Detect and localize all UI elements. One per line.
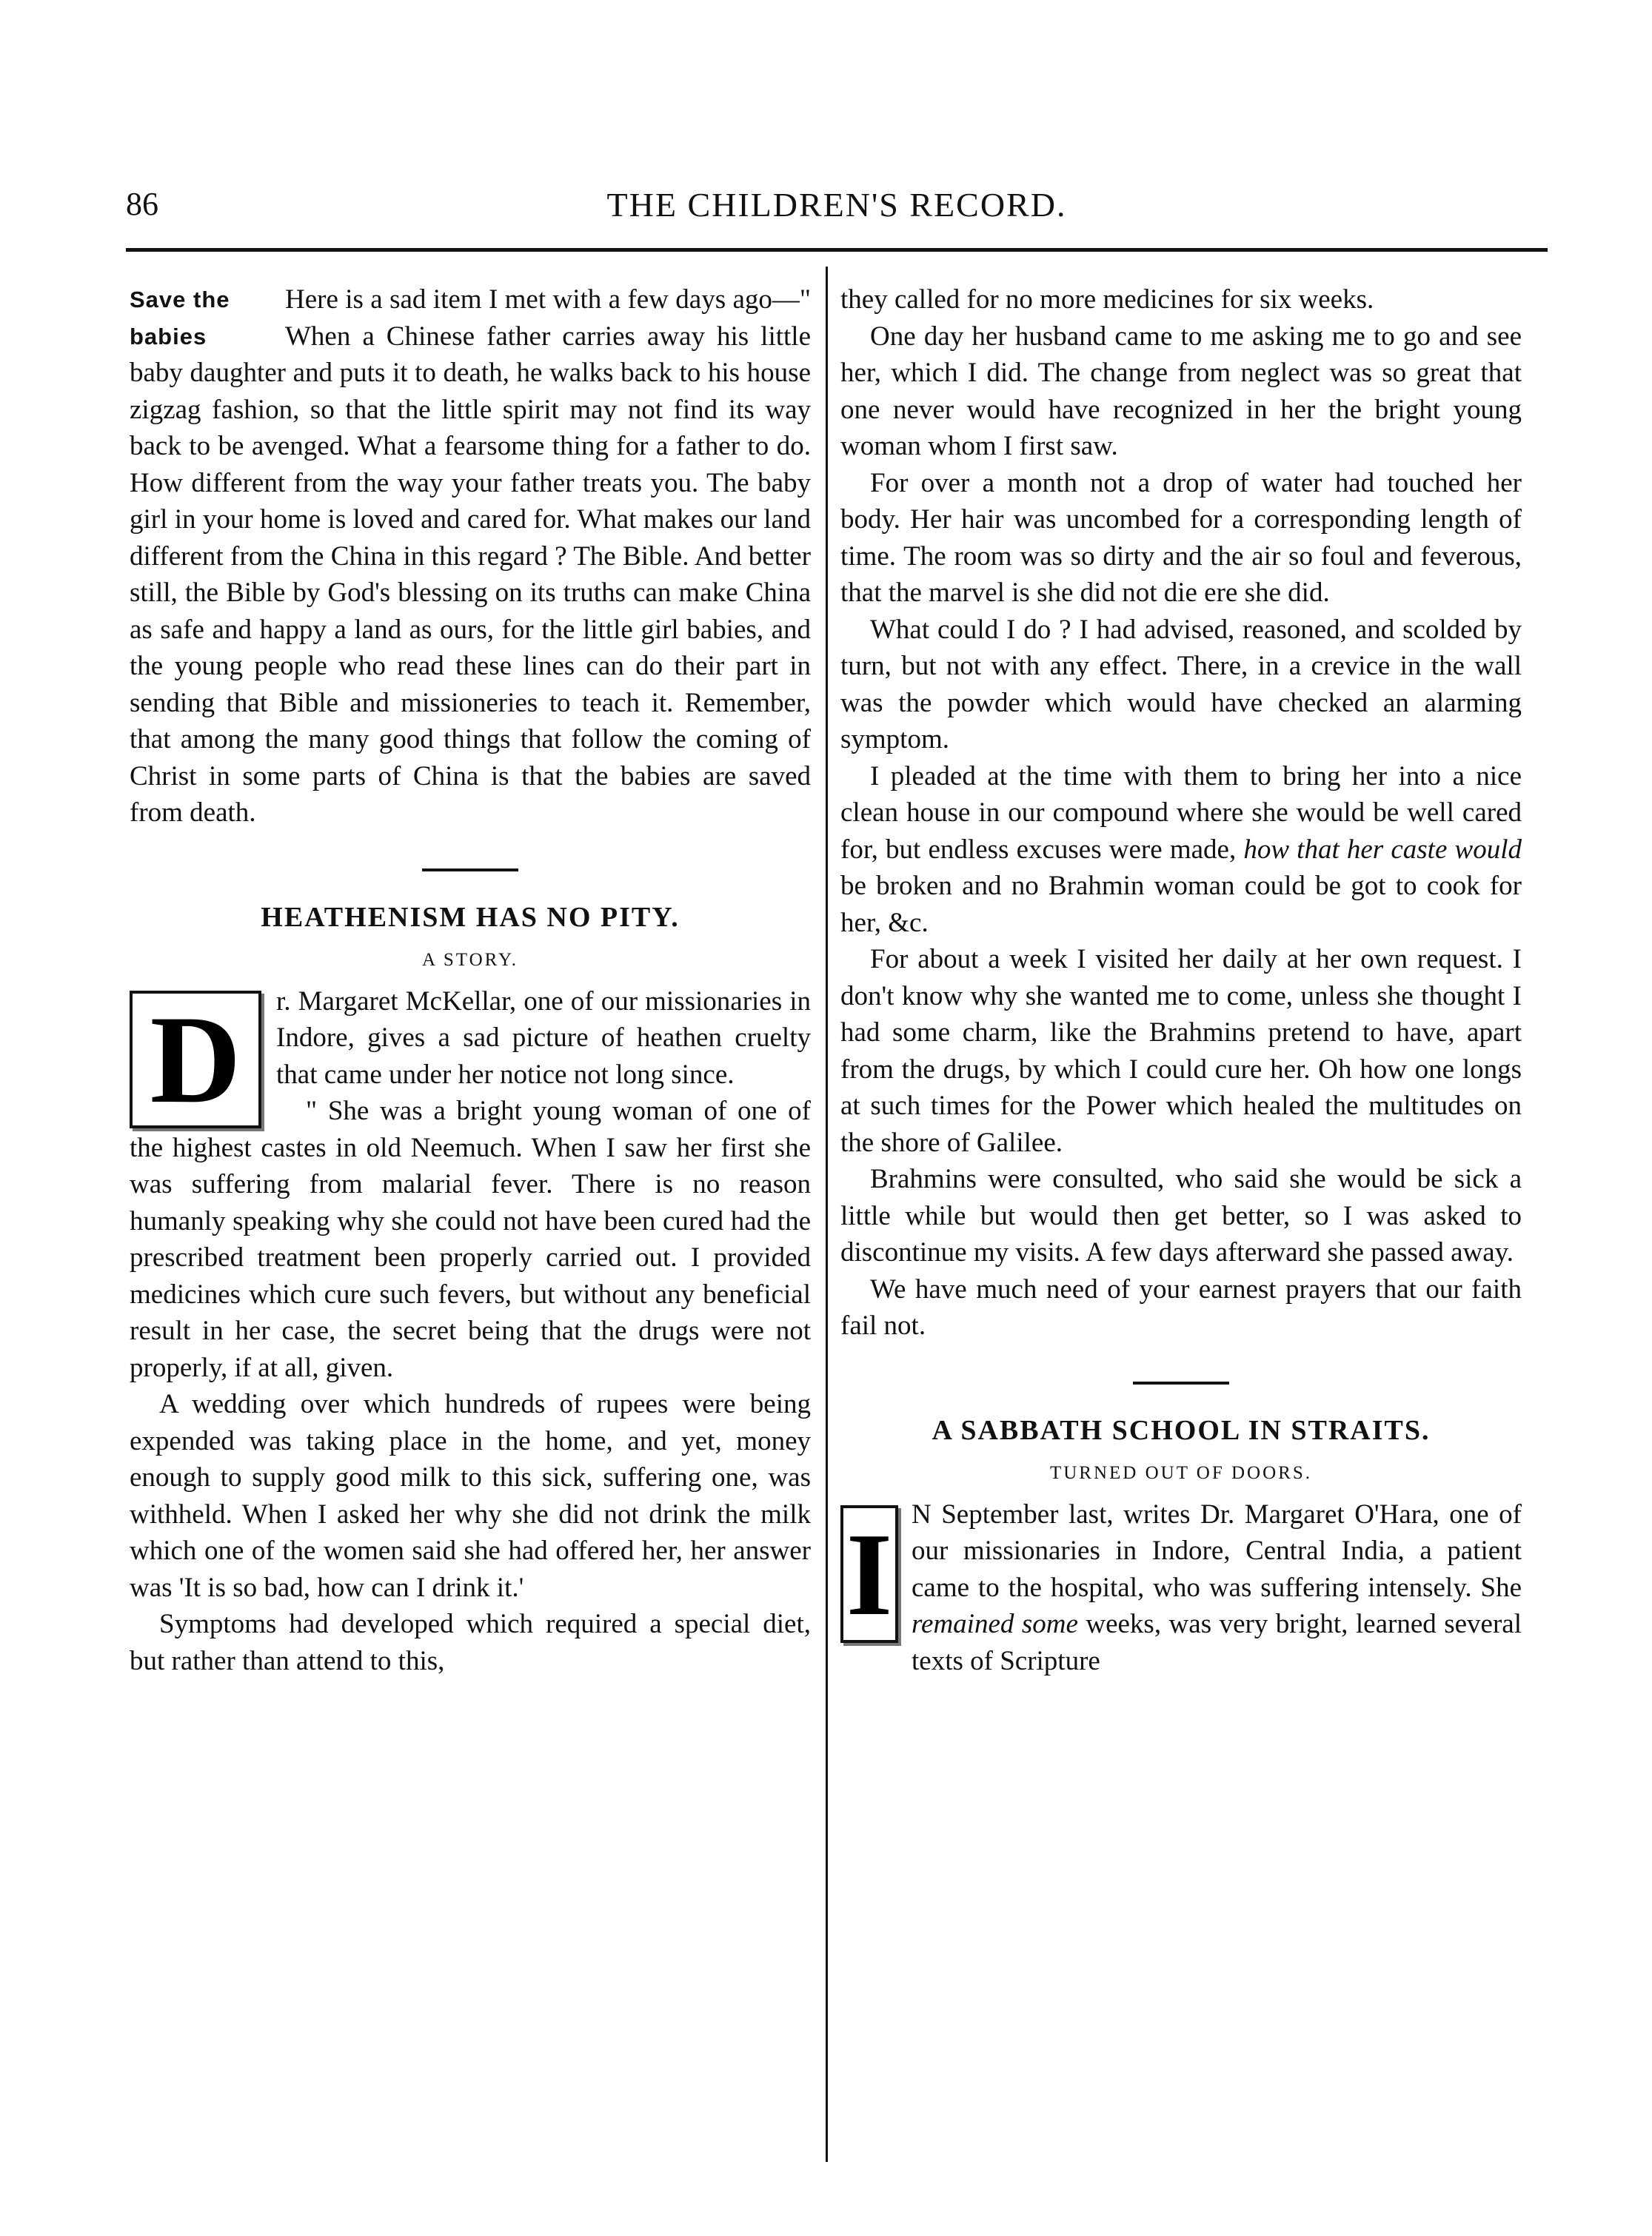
- right-column: [840, 281, 1522, 1679]
- running-title: THE CHILDREN'S RECORD.: [606, 186, 1067, 224]
- section-divider: [1133, 1382, 1229, 1385]
- section-title-sabbath: A SABBATH SCHOOL IN STRAITS.: [932, 1414, 1431, 1446]
- story-paragraph: What could I do ? I had advised, reasoned, and scolded by turn, but not with any effect. There, in a crevice in the wall was the powder which would have checked an alarming symptom.: [840, 614, 1522, 754]
- pleaded-end: be broken and no Brahmin woman could be got to cook for her, &c.: [840, 871, 1522, 938]
- sabbath-intro-start: N September last, writes Dr. Margaret O'Hara, one of our missionaries in Indore, Central India, a patient came to the hospital, who was suffering intensely. She: [912, 1499, 1522, 1603]
- section-subtitle-story: A STORY.: [421, 950, 519, 970]
- story-paragraph: A wedding over which hundreds of rupees were being expended was taking place in the home, and yet, money enough to supply good milk to this sick, suffering one, was withheld. When I asked her why she did not drink the milk which one of the women said she had offered her, her answer was 'It is so bad, how can I drink it.': [130, 1389, 811, 1603]
- save-babies-text: Here is a sad item I met with a few days ago—" When a Chinese father carries away his little baby daughter and puts it to death, he walks back to his house zigzag fashion, so that the little spirit may not find its way back to be avenged. What a fearsome thing for a father to do. How different from the way your father treats you. The baby girl in your home is loved and cared for. What makes our land different from the China in this regard ? The Bible. And better still, the Bible by God's blessing on its truths can make China as safe and happy a land as ours, for the little girl babies, and the young people who read these lines can do their part in sending that Bible and missioneries to teach it. Remember, that among the many good things that follow the coming of Christ in some parts of China is that the babies are saved from death.: [130, 284, 811, 828]
- story-paragraph-pleaded: [840, 758, 1522, 942]
- side-heading-line1: Save the: [130, 287, 230, 312]
- pleaded-italic: how that her caste would: [1243, 834, 1522, 865]
- page-number: 86: [126, 186, 158, 222]
- story-paragraph: One day her husband came to me asking me to go and see her, which I did. The change from neglect was so great that one never would have recognized in her the bright young woman whom I first saw.: [840, 321, 1522, 461]
- story-paragraph: For over a month not a drop of water had touched her body. Her hair was uncombed for a corresponding length of time. The room was so dirty and the air so foul and feverous, that the marvel is she did not die ere she did.: [840, 467, 1522, 608]
- pleaded-start: I pleaded at the time with them to bring her into a nice clean house in our compound where she would be well cared for, but endless excuses were made,: [840, 760, 1522, 865]
- story-paragraph: Symptoms had developed which required a special diet, but rather than attend to this,: [130, 1609, 811, 1676]
- column-divider: [826, 267, 828, 2162]
- story-paragraph: We have much need of your earnest prayers that our faith fail not.: [840, 1273, 1522, 1341]
- side-heading-line2: babies: [130, 323, 207, 349]
- story-paragraph: For about a week I visited her daily at her own request. I don't know why she wanted me to come, unless she thought I had some charm, like the Brahmins pretend to have, apart from the drugs, by which I could cure her. Oh how one longs at such times for the Power which healed the multitudes on the shore of Galilee.: [840, 944, 1522, 1158]
- save-babies-paragraph: [130, 281, 811, 831]
- section-title-heathenism: HEATHENISM HAS NO PITY.: [261, 901, 680, 933]
- side-heading: [130, 281, 285, 355]
- heathenism-intro-text: r. Margaret McKellar, one of our missionaries in Indore, gives a sad picture of heathen cruelty that came under her notice not long since.: [276, 985, 811, 1090]
- section-divider: [422, 868, 518, 871]
- story-continuation: they called for no more medicines for six weeks.: [840, 284, 1374, 315]
- story-paragraph: " She was a bright young woman of one of the highest castes in old Neemuch. When I saw her first she was suffering from malarial fever. There is no reason humanly speaking why she could not have been cured had the prescribed treatment been properly carried out. I provided medicines which cure such fevers, but without any beneficial result in her case, the secret being that the drugs were not properly, if at all, given.: [130, 1096, 811, 1383]
- story-paragraph: Brahmins were consulted, who said she would be sick a little while but would then get better, so I was asked to discontinue my visits. A few days afterward she passed away.: [840, 1164, 1522, 1268]
- drop-cap-d: D: [130, 991, 261, 1128]
- running-header: [126, 185, 1548, 244]
- sabbath-intro: [840, 1496, 1522, 1680]
- sabbath-intro-italic: remained some: [912, 1609, 1078, 1639]
- header-rule: [126, 248, 1548, 252]
- section-subtitle-doors: TURNED OUT OF DOORS.: [1049, 1463, 1312, 1483]
- drop-cap-i: I: [840, 1505, 898, 1643]
- sabbath-intro-end: weeks, was very bright, learned several texts of Scripture: [912, 1609, 1522, 1676]
- left-column: [130, 281, 811, 1679]
- heathenism-intro: [130, 983, 811, 1129]
